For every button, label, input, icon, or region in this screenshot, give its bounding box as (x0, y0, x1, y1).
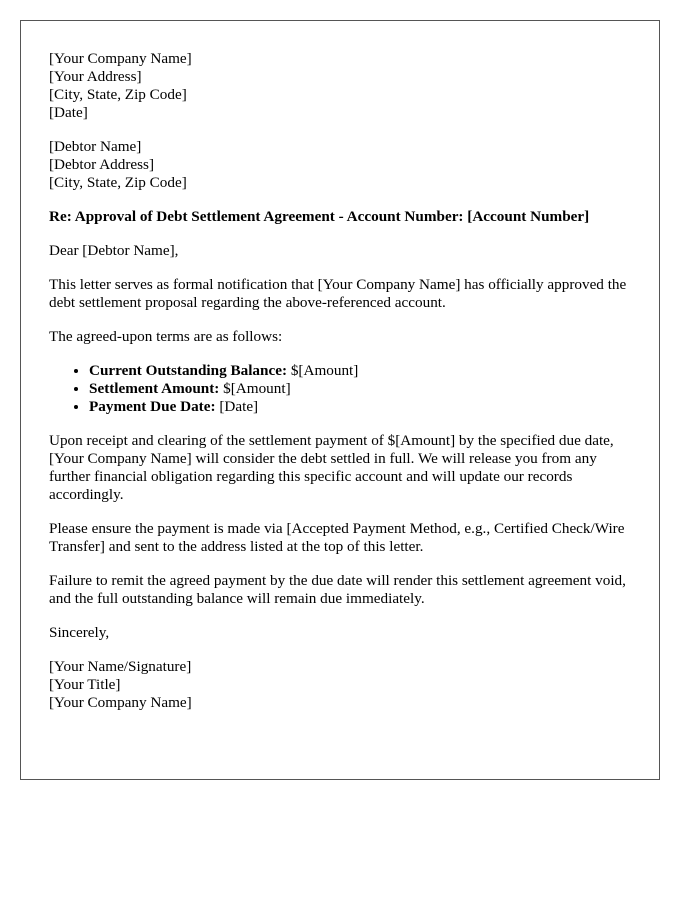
subject-line: Re: Approval of Debt Settlement Agreement - Account Number: [Account Number] (49, 208, 590, 225)
letter-date: [Date] (49, 104, 88, 121)
sender-company: [Your Company Name] (49, 50, 192, 67)
term-payment-due-date (89, 398, 659, 416)
recipient-address-block (49, 138, 659, 192)
payment-method-paragraph: Please ensure the payment is made via [Accepted Payment Method, e.g., Certified Check/Wire Transfer] and sent to the address listed at the top of this letter. (49, 520, 625, 555)
term-label: Current Outstanding Balance: (89, 362, 288, 379)
recipient-address: [Debtor Address] (49, 156, 155, 173)
intro-paragraph: This letter serves as formal notification that [Your Company Name] has officially approved the debt settlement proposal regarding the above-referenced account. (49, 276, 627, 311)
sender-address-block (49, 50, 659, 122)
term-settlement-amount (89, 380, 659, 398)
failure-paragraph: Failure to remit the agreed payment by the due date will render this settlement agreement void, and the full outstanding balance will remain due immediately. (49, 572, 626, 607)
signature-title: [Your Title] (49, 676, 121, 693)
sender-city-state-zip: [City, State, Zip Code] (49, 86, 187, 103)
closing: Sincerely, (49, 624, 110, 641)
salutation: Dear [Debtor Name], (49, 242, 179, 259)
term-outstanding-balance (89, 362, 659, 380)
signature-name: [Your Name/Signature] (49, 658, 192, 675)
recipient-city-state-zip: [City, State, Zip Code] (49, 174, 187, 191)
signature-block (49, 658, 659, 712)
term-label: Payment Due Date: (89, 398, 216, 415)
terms-list (49, 362, 659, 416)
terms-intro: The agreed-upon terms are as follows: (49, 328, 283, 345)
sender-address: [Your Address] (49, 68, 142, 85)
term-value: $[Amount] (219, 380, 291, 397)
term-value: $[Amount] (287, 362, 359, 379)
signature-company: [Your Company Name] (49, 694, 192, 711)
term-label: Settlement Amount: (89, 380, 220, 397)
recipient-name: [Debtor Name] (49, 138, 142, 155)
term-value: [Date] (215, 398, 259, 415)
letter-page (20, 20, 660, 780)
release-paragraph: Upon receipt and clearing of the settlement payment of $[Amount] by the specified due date, [Your Company Name] will consider the debt settled in full. We will release you from any further financial obligation regarding this specific account and will update our records accordingly. (49, 432, 614, 503)
